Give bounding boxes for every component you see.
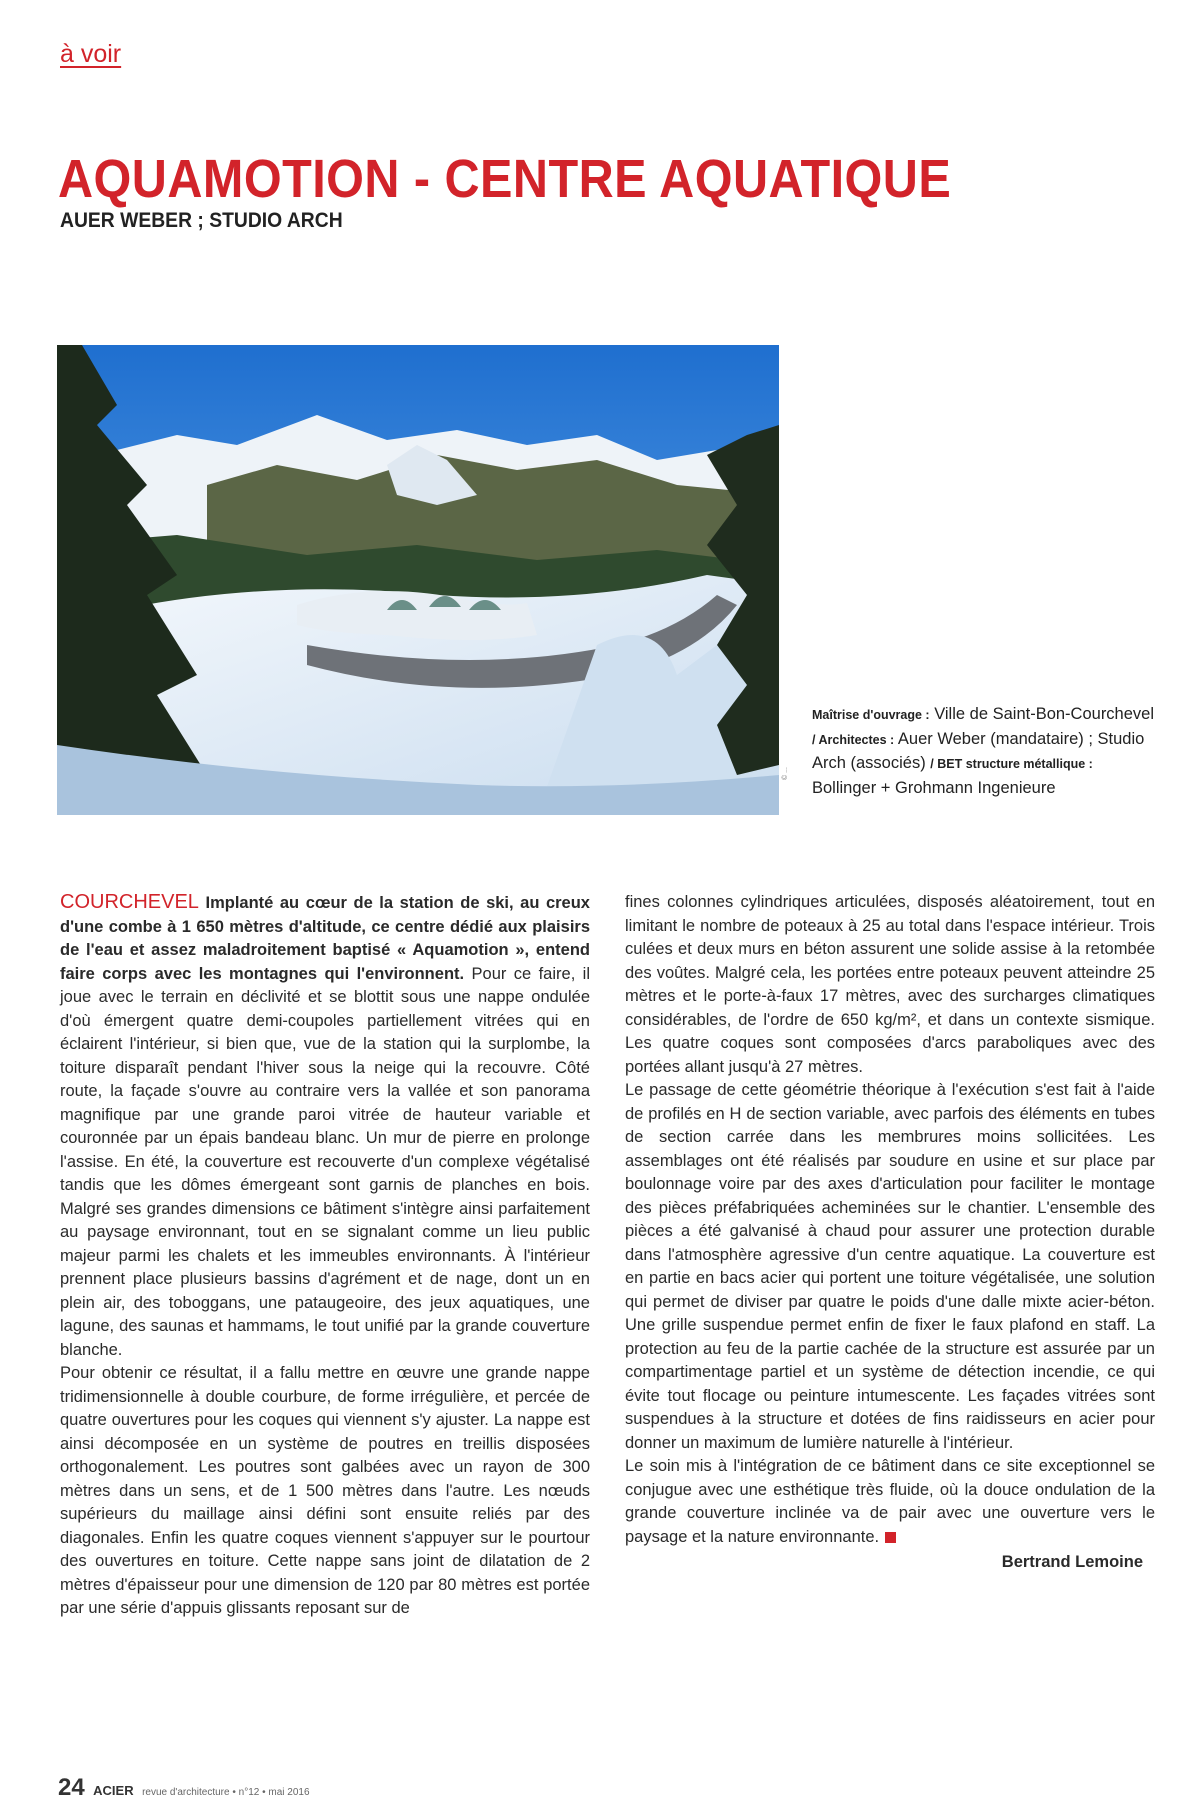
paragraph-execution: Le passage de cette géométrie théorique à l'exécution s'est fait à l'aide de profilés en H de section variable, avec parfois des éléments en tubes de section carrée dans les membrures moins sollicitées. Les assemblages ont été réalisés par soudure en usine et sur place par boulonnage voire par des axes d'articulation pour faciliter le montage des pièces préfabriquées acheminées sur le chantier. L'ensemble des pièces a été galvanisé à chaud pour assurer une protection durable dans l'atmosphère agressive d'un centre aquatique. La couverture est en partie en bacs acier qui portent une toiture végétalisée, une solution qui permet de diviser par quatre le poids d'une dalle mixte acier-béton. Une grille suspendue permet enfin de fixer le faux plafond en staff. La protection au feu de la partie cachée de la structure est assurée par un compartimentage partiel et un système de détection incendie, ce qui évite tout flocage ou peinture intumescente. Les façades vitrées sont suspendues à la structure et dotées de fins raidisseurs en acier pour donner un maximum de lumière naturelle à l'intérieur. xyxy=(625,1081,1155,1452)
text-column-left xyxy=(60,891,590,1621)
credit-key-structure: / BET structure métallique : xyxy=(930,757,1093,771)
article-subtitle: AUER WEBER ; STUDIO ARCH xyxy=(60,209,343,232)
credit-key-architects: / Architectes : xyxy=(812,732,895,747)
article-title: AQUAMOTION - CENTRE AQUATIQUE xyxy=(58,149,952,209)
paragraph-columns: fines colonnes cylindriques articulées, disposés aléatoirement, tout en limitant le nombre de poteaux à 25 au total dans l'espace intérieur. Trois culées et deux murs en béton assurent une solide assise à la retombée des voûtes. Malgré cela, les portées entre poteaux peuvent atteindre 25 mètres et le porte-à-faux 17 mètres, avec des surcharges climatiques considérables, de l'ordre de 650 kg/m², et dans un contexte sismique. Les quatre coques sont composées d'arcs paraboliques avec des portées allant jusqu'à 27 mètres. xyxy=(625,893,1155,1076)
page-footer xyxy=(58,1774,310,1802)
text-column-right xyxy=(625,891,1155,1575)
author-name: Bertrand Lemoine xyxy=(1001,1553,1143,1571)
paragraph-structure: Pour obtenir ce résultat, il a fallu mettre en œuvre une grande nappe tridimensionnelle à double courbure, de forme irrégulière, et percée de quatre ouvertures pour les coques qui viennent s'y ajuster. La nappe est ainsi décomposée en un système de poutres en treillis disposées orthogonalement. Les poutres sont galbées avec un rayon de 300 mètres dans un sens, et de 1 500 mètres dans l'autre. Les nœuds supérieurs du maillage ainsi défini sont ensuite reliés par des diagonales. Enfin les quatre coques viennent s'appuyer sur le pourtour des ouvertures en toiture. Cette nappe sans joint de dilatation de 2 mètres d'épaisseur pour une dimension de 120 par 80 mètres est portée par une série d'appuis glissants reposant sur de xyxy=(60,1364,590,1617)
article-photo xyxy=(57,345,779,815)
credit-value-client: Ville de Saint-Bon-Courchevel xyxy=(934,705,1155,723)
paragraph-conclusion-text: Le soin mis à l'intégration de ce bâtiment dans ce site exceptionnel se conjugue avec une esthétique très fluide, où la douce ondulation de la grande couverture inclinée va de pair avec une ouverture vers le paysage et la nature environnante. xyxy=(625,1457,1155,1546)
section-label: à voir xyxy=(60,40,122,68)
photo-credit: © ... xyxy=(782,767,789,780)
credit-value-architects: Auer Weber (mandataire) ; Studio Arch (associés) xyxy=(812,729,1145,772)
magazine-issue: revue d'architecture • n°12 • mai 2016 xyxy=(142,1787,310,1798)
paragraph-intro xyxy=(60,891,590,1362)
lead-text: Implanté au cœur de la station de ski, au creux d'une combe à 1 650 mètres d'altitude, ce centre dédié aux plaisirs de l'eau et assez maladroitement baptisé « Aquamotion », entend faire corps avec les montagnes qui l'environnent. xyxy=(60,894,590,983)
project-credits xyxy=(812,703,1157,800)
credit-key-client: Maîtrise d'ouvrage : xyxy=(812,708,930,722)
paragraph-conclusion xyxy=(625,1455,1155,1549)
credit-value-structure: Bollinger + Grohmann Ingenieure xyxy=(812,778,1056,797)
paragraph-text: Pour ce faire, il joue avec le terrain en déclivité et se blottit sous une nappe ondulée d'où émergent quatre demi-coupoles partiellement vitrées qui en éclairent l'intérieur, si bien que, vue de la station qui la surplombe, la toiture disparaît pendant l'hiver sous la neige qui la recouvre. Côté route, la façade s'ouvre au contraire vers la vallée et son panorama magnifique par une grande paroi vitrée de hauteur variable et couronnée par un épais bandeau blanc. Un mur de pierre en prolonge l'assise. En été, la couverture est recouverte d'un complexe végétalisé tandis que les dômes émergeant sont garnis de planches en bois. Malgré ses grandes dimensions ce bâtiment s'intègre ainsi parfaitement au paysage environnant, tout en se signalant comme un lieu public majeur parmi les chalets et les immeubles environnants. À l'intérieur prennent place plusieurs bassins d'agrément et de nage, dont un en plein air, des toboggans, une pataugeoire, des jeux aquatiques, une lagune, des saunas et hammams, le tout unifié par la grande couverture blanche. xyxy=(60,964,591,1359)
mountain-landscape-image xyxy=(57,345,779,815)
end-mark-icon xyxy=(885,1532,896,1543)
magazine-name: ACIER xyxy=(93,1783,134,1798)
place-name: COURCHEVEL xyxy=(60,891,199,913)
page-number: 24 xyxy=(58,1774,85,1801)
